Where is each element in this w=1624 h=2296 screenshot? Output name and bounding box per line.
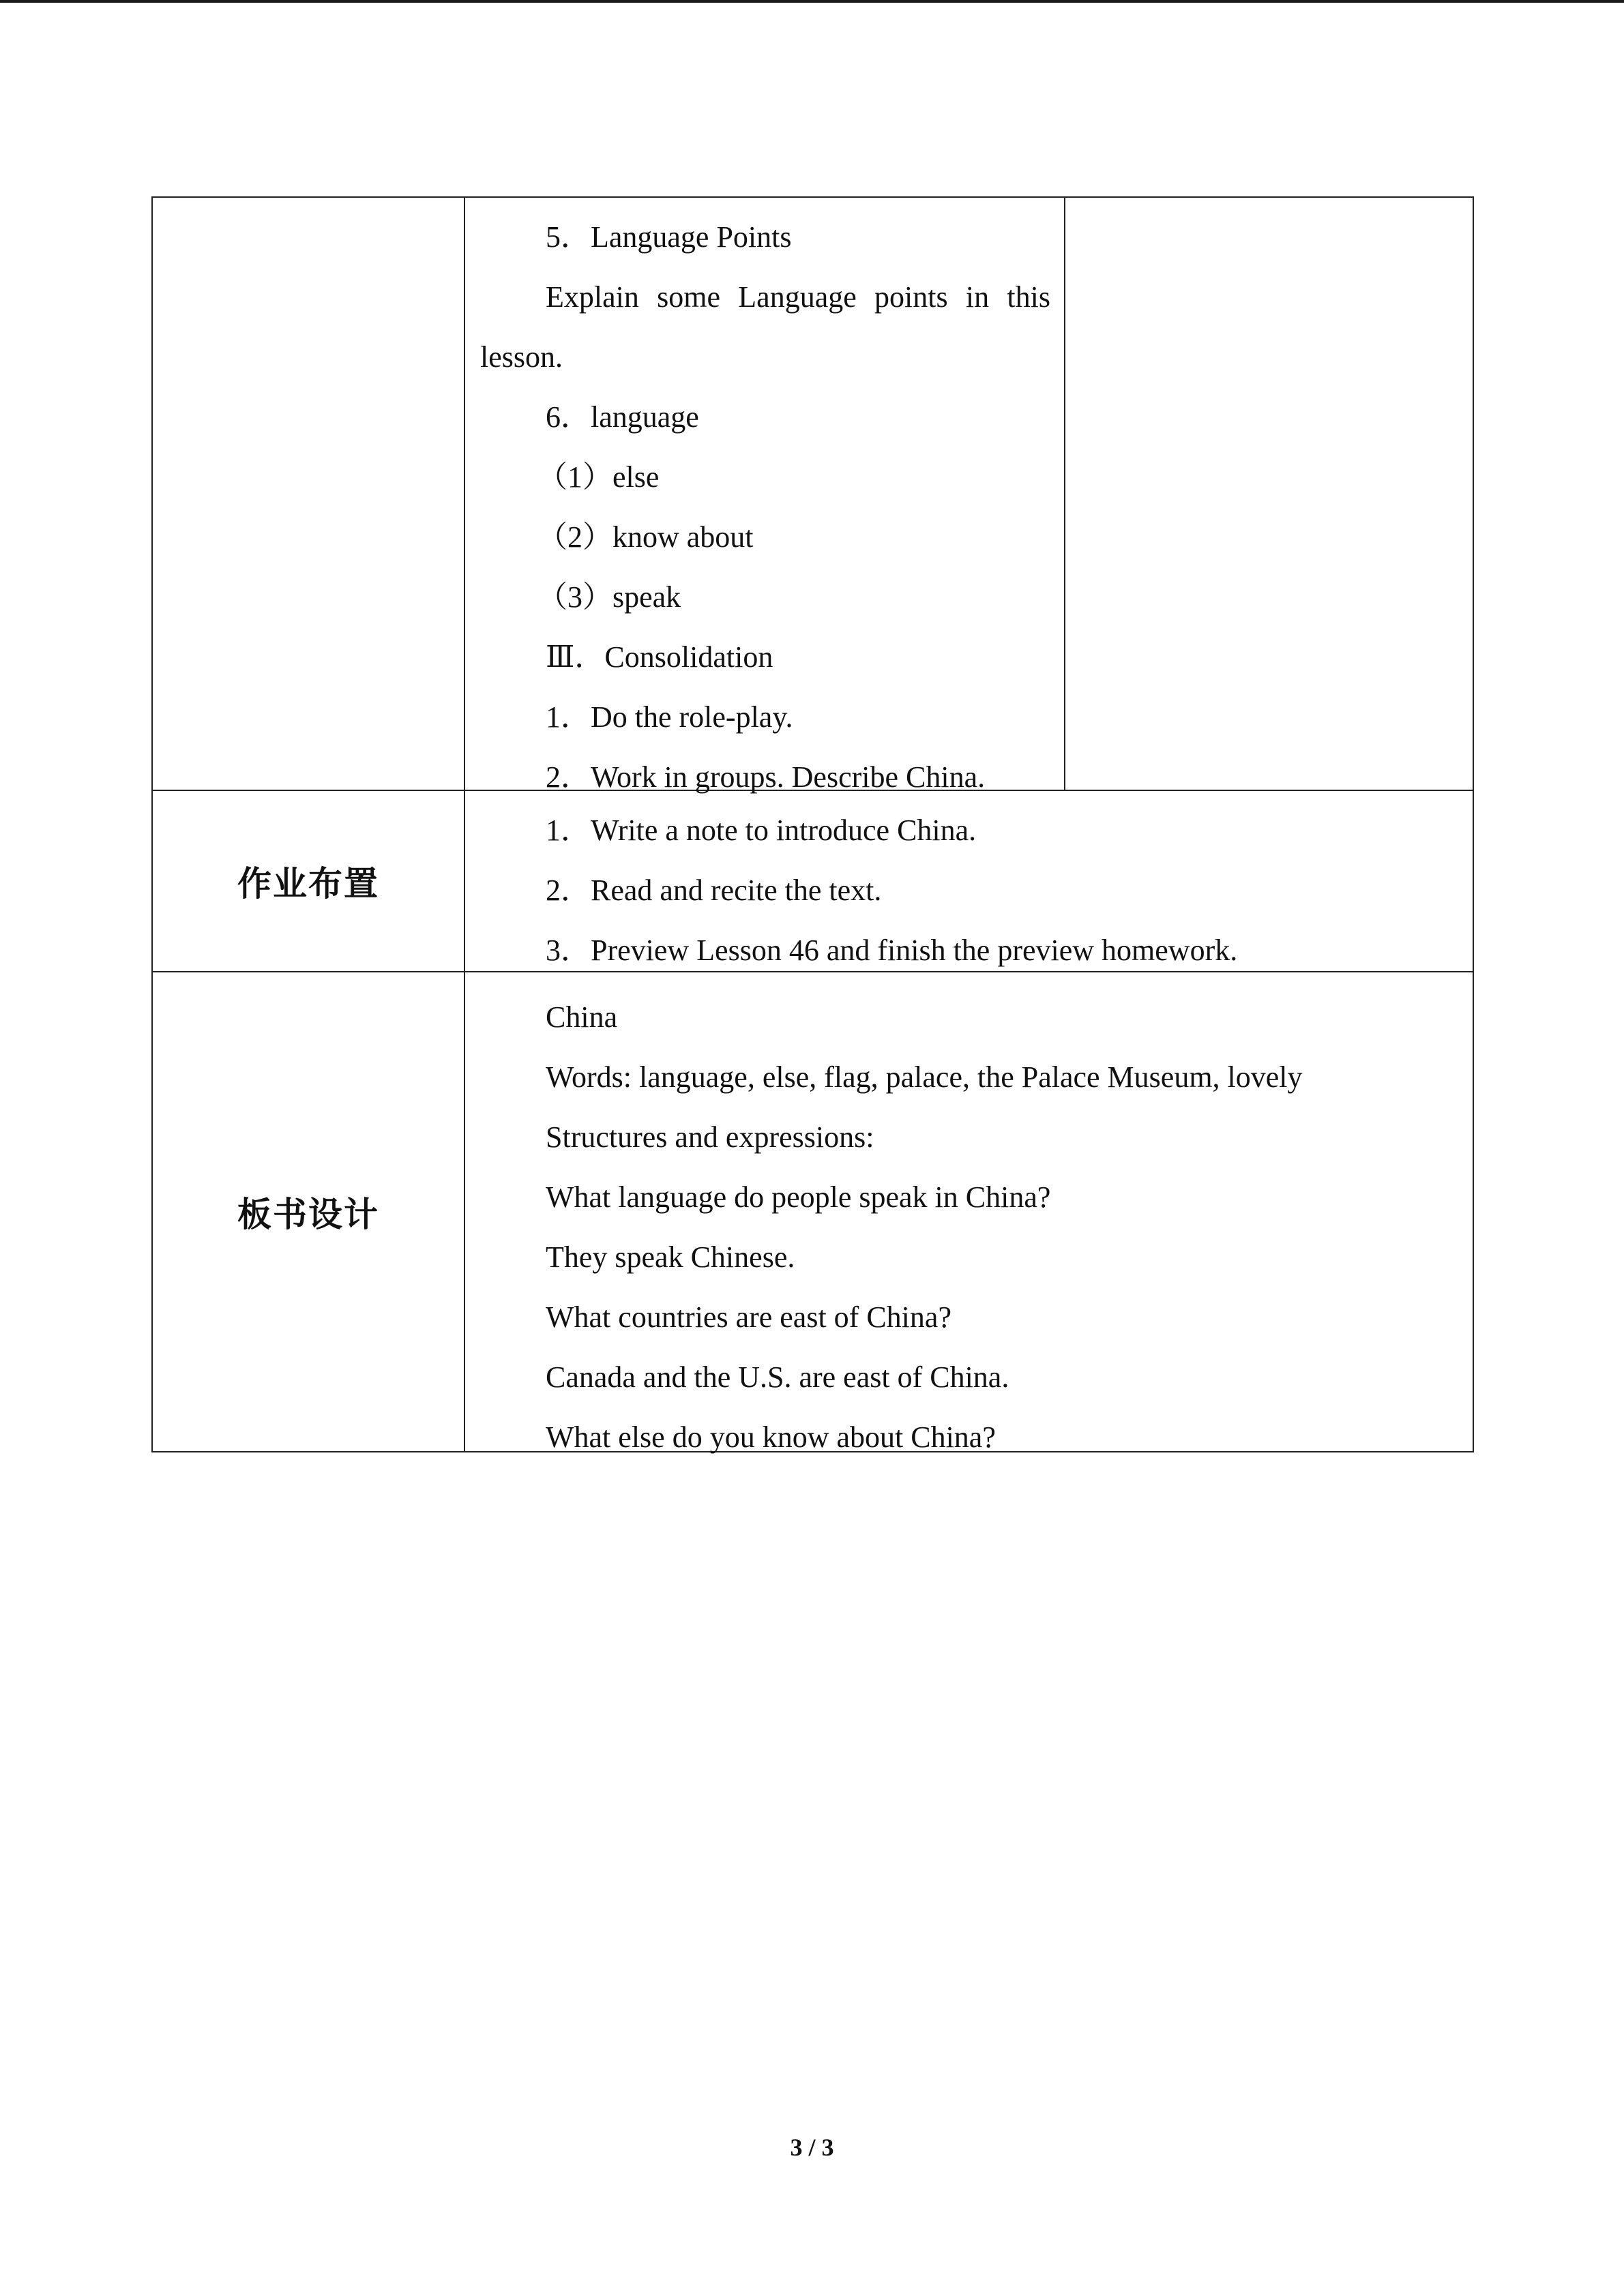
list-item: 1．Write a note to introduce China.: [546, 814, 977, 847]
list-item: 3．Preview Lesson 46 and finish the preview homework.: [546, 934, 1238, 967]
list-item: （2）know about: [537, 520, 754, 554]
list-item: They speak Chinese.: [546, 1240, 795, 1274]
list-item: 1．Do the role-play.: [546, 700, 793, 734]
list-item: What else do you know about China?: [546, 1420, 996, 1454]
lesson-plan-table: [151, 196, 1474, 1452]
list-item: Ⅲ．Consolidation: [546, 640, 773, 674]
blackboard-content-cell: [464, 972, 1473, 1452]
list-item: （3）speak: [537, 580, 681, 614]
list-item: What language do people speak in China?: [546, 1180, 1051, 1214]
list-item: China: [546, 1000, 618, 1034]
procedure-content-cell: [464, 197, 1065, 794]
list-item: 6．language: [546, 400, 699, 434]
homework-content-cell: [464, 790, 1473, 972]
list-item: Words: language, else, flag, palace, the Palace Museum, lovely: [546, 1060, 1303, 1094]
row-label-empty: [152, 197, 464, 790]
list-item: What countries are east of China?: [546, 1300, 951, 1334]
list-item: 2．Work in groups. Describe China.: [546, 760, 986, 794]
list-item: 5．Language Points: [546, 220, 792, 254]
page-number: 3 / 3: [790, 2134, 834, 2161]
table-row-blackboard: [152, 972, 1473, 1452]
list-item: Canada and the U.S. are east of China.: [546, 1360, 1009, 1394]
table-row-procedure: [152, 197, 1473, 790]
page-top-rule: [0, 0, 1624, 3]
list-item: lesson.: [480, 340, 563, 374]
list-item: Explain some Language points in this: [546, 280, 1050, 314]
list-item: 2．Read and recite the text.: [546, 874, 882, 907]
list-item: Structures and expressions:: [546, 1120, 874, 1154]
list-item: （1）else: [537, 460, 660, 494]
table-row-homework: [152, 790, 1473, 972]
homework-label: 作业布置: [152, 790, 464, 972]
blackboard-design-label: 板书设计: [152, 972, 464, 1452]
notes-cell-empty: [1065, 197, 1473, 790]
